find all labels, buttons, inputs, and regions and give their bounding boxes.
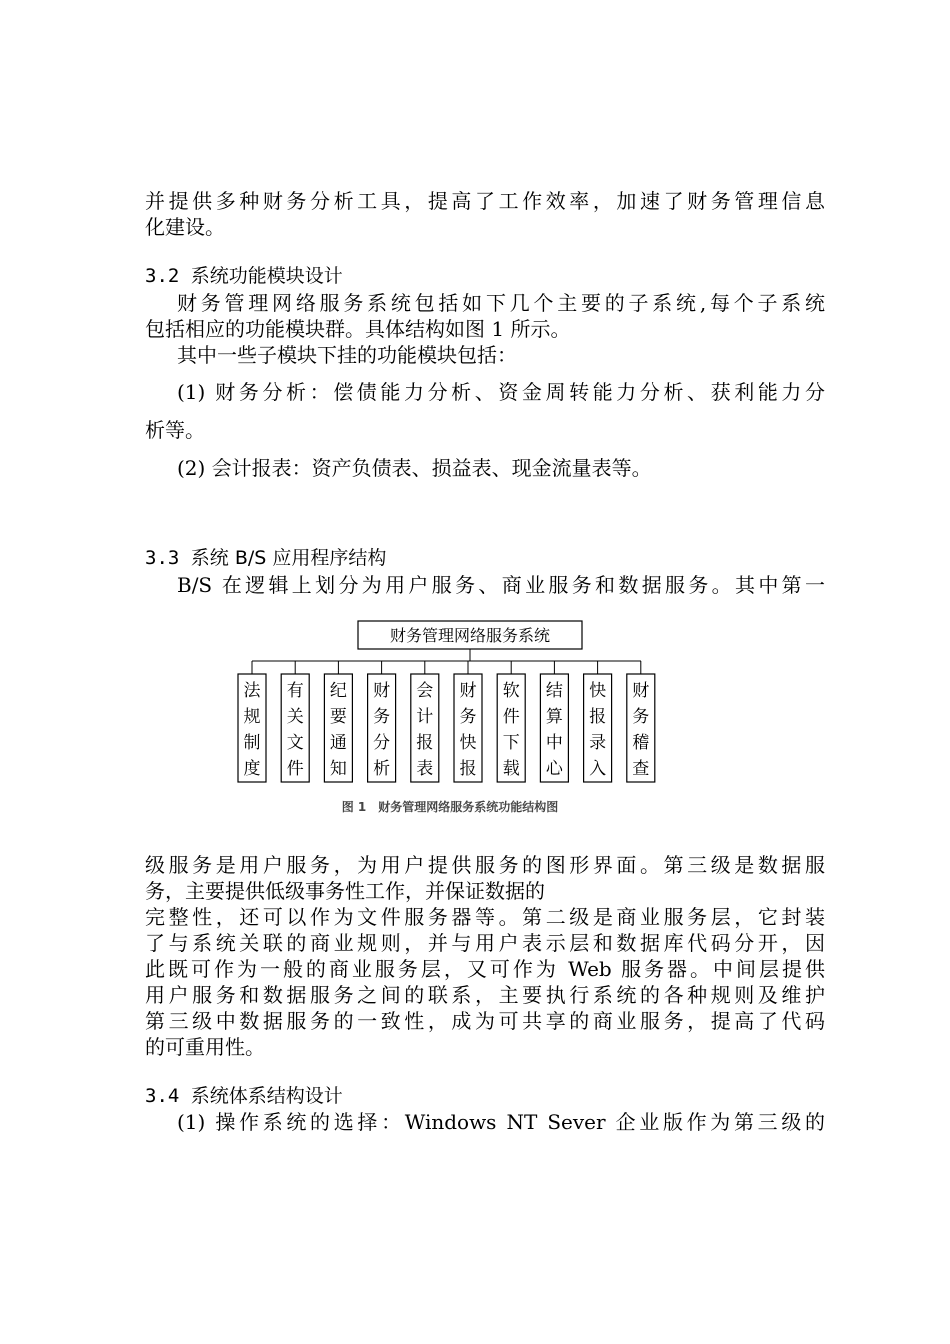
section-heading-3-3 [145,545,825,571]
paragraph-line: 的可重用性。 [145,1035,265,1059]
module-label-char: 财 [459,681,477,701]
module-label-char: 财 [632,681,650,701]
paragraph-line: 了与系统关联的商业规则，并与用户表示层和数据库代码分开，因 [145,931,825,955]
section-number: 3.4 [145,1085,180,1107]
module-label-char: 表 [416,759,434,779]
function-structure-diagram [235,618,665,824]
section-heading-3-4 [145,1083,825,1109]
module-label-char: 件 [502,707,520,727]
module-label-char: 入 [589,759,607,779]
module-label-char: 务 [632,707,650,727]
paragraph-line: (2) 会计报表：资产负债表、损益表、现金流量表等。 [177,456,652,480]
root-label: 财务管理网络服务系统 [389,626,551,645]
module-label-char: 报 [416,733,434,753]
module-label-char: 制 [243,733,261,753]
paragraph-line: (1) 操作系统的选择：Windows NT Sever 企业版作为第三级的 [177,1110,825,1134]
module-group [238,661,655,782]
paragraph-line: B/S 在逻辑上划分为用户服务、商业服务和数据服务。其中第一 [177,573,825,597]
module-label-char: 报 [589,707,607,727]
paragraph-line: 级服务是用户服务，为用户提供服务的图形界面。第三级是数据服 [145,853,825,877]
section-heading-3-2 [145,263,825,289]
module-label-char: 录 [589,733,607,753]
module-label-char: 稽 [632,733,650,753]
paragraph-line: 其中一些子模块下挂的功能模块包括： [177,343,517,367]
module-label-char: 规 [243,707,261,727]
module-label-char: 中 [545,733,563,753]
module-label-char: 查 [632,759,650,779]
section-title: 系统功能模块设计 [190,265,343,287]
module-label-char: 知 [329,759,347,779]
module-label-char: 文 [286,733,304,753]
paragraph-line: 财务管理网络服务系统包括如下几个主要的子系统,每个子系统 [177,291,825,315]
module-label-char: 下 [502,733,520,753]
paragraph-line: 并提供多种财务分析工具，提高了工作效率，加速了财务管理信息 [145,189,825,213]
module-label-char: 报 [459,759,477,779]
paragraph-line: 用户服务和数据服务之间的联系，主要执行系统的各种规则及维护 [145,983,825,1007]
paragraph-line: 化建设。 [145,215,225,239]
module-label-char: 分 [373,733,391,753]
module-label-char: 要 [329,707,347,727]
module-label-char: 财 [373,681,391,701]
module-label-char: 关 [286,707,304,727]
paragraph-line: 完整性，还可以作为文件服务器等。第二级是商业服务层，它封装 [145,905,825,929]
module-label-char: 务 [459,707,477,727]
module-label-char: 纪 [329,681,347,701]
module-label-char: 务 [373,707,391,727]
module-label-char: 通 [329,733,347,753]
module-label-char: 快 [459,733,477,753]
section-title: 系统 B/S 应用程序结构 [190,547,387,569]
module-label-char: 载 [502,759,520,779]
paragraph-line: 包括相应的功能模块群。具体结构如图 1 所示。 [145,317,571,341]
module-label-char: 法 [243,681,261,701]
module-label-char: 快 [589,681,607,701]
module-label-char: 心 [545,759,563,779]
module-label-char: 算 [545,707,563,727]
module-label-char: 会 [416,681,434,701]
paragraph-line: 此既可作为一般的商业服务层，又可作为 Web 服务器。中间层提供 [145,957,825,981]
paragraph-line: 析等。 [145,418,205,442]
section-title: 系统体系结构设计 [190,1085,343,1107]
module-label-char: 软 [502,681,520,701]
module-label-char: 析 [373,759,391,779]
section-number: 3.3 [145,547,180,569]
module-label-char: 有 [286,681,304,701]
paragraph-line: 第三级中数据服务的一致性，成为可共享的商业服务，提高了代码 [145,1009,825,1033]
module-label-char: 度 [243,759,261,779]
paragraph-line: (1) 财务分析：偿债能力分析、资金周转能力分析、获利能力分 [177,380,825,404]
figure-caption: 图 1 财务管理网络服务系统功能结构图 [341,800,559,814]
module-label-char: 结 [545,681,563,701]
paragraph-line: 务，主要提供低级事务性工作，并保证数据的 [145,879,545,903]
module-label-char: 件 [286,759,304,779]
module-label-char: 计 [416,707,434,727]
section-number: 3.2 [145,265,180,287]
